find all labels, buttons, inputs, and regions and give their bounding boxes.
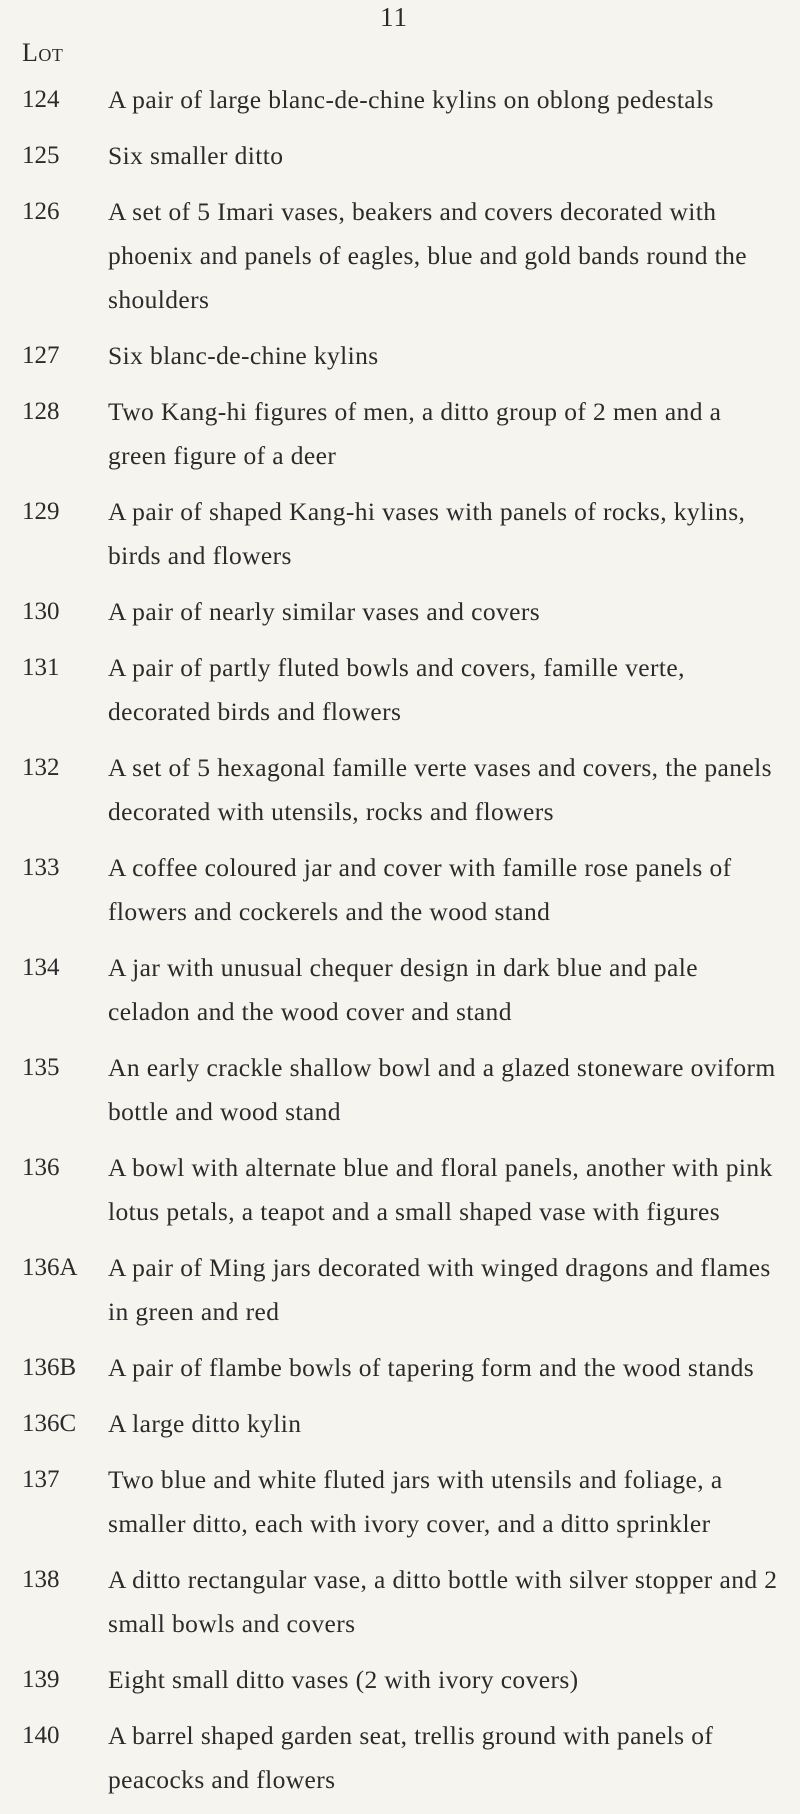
lot-column-header: Lot	[22, 38, 64, 67]
lot-entry	[0, 1146, 800, 1234]
lot-entry	[0, 1658, 800, 1702]
lot-description: A large ditto kylin	[108, 1409, 302, 1438]
lot-entry	[0, 78, 800, 122]
lot-entry	[0, 490, 800, 578]
lot-entry	[0, 1346, 800, 1390]
lot-number: 127	[22, 342, 60, 369]
lot-entry	[0, 746, 800, 834]
lot-description: A pair of large blanc-de-chine kylins on oblong pedestals	[108, 85, 714, 114]
lot-entry	[0, 590, 800, 634]
lot-entry	[0, 946, 800, 1034]
lot-entry	[0, 1458, 800, 1546]
lot-description: An early crackle shallow bowl and a glazed stoneware oviform bottle and wood stand	[108, 1053, 776, 1126]
lot-list	[0, 78, 800, 1814]
lot-description: A pair of partly fluted bowls and covers, famille verte, decorated birds and flowers	[108, 653, 685, 726]
lot-description: A set of 5 Imari vases, beakers and covers decorated with phoenix and panels of eagles, blue and gold bands round the shoulders	[108, 197, 747, 314]
lot-number: 136	[22, 1154, 60, 1181]
page-number: 11	[380, 2, 408, 32]
lot-number: 129	[22, 498, 60, 525]
lot-description: Two Kang-hi figures of men, a ditto group of 2 men and a green figure of a deer	[108, 397, 722, 470]
lot-number: 131	[22, 654, 60, 681]
lot-entry	[0, 334, 800, 378]
lot-description: A pair of Ming jars decorated with winged dragons and flames in green and red	[108, 1253, 771, 1326]
lot-entry	[0, 1714, 800, 1802]
lot-description: A pair of nearly similar vases and covers	[108, 597, 541, 626]
lot-entry	[0, 390, 800, 478]
lot-number: 125	[22, 142, 60, 169]
lot-number: 135	[22, 1054, 60, 1081]
lot-number: 133	[22, 854, 60, 881]
lot-number: 126	[22, 198, 60, 225]
lot-entry	[0, 1558, 800, 1646]
lot-description: A barrel shaped garden seat, trellis ground with panels of peacocks and flowers	[108, 1721, 714, 1794]
lot-number: 134	[22, 954, 60, 981]
lot-description: Two blue and white fluted jars with utensils and foliage, a smaller ditto, each with ivory cover, and a ditto sprinkler	[108, 1465, 723, 1538]
lot-number: 130	[22, 598, 60, 625]
lot-description: A pair of shaped Kang-hi vases with panels of rocks, kylins, birds and flowers	[108, 497, 746, 570]
lot-entry	[0, 1402, 800, 1446]
lot-entry	[0, 846, 800, 934]
lot-entry	[0, 190, 800, 322]
lot-number: 132	[22, 754, 60, 781]
lot-description: A ditto rectangular vase, a ditto bottle with silver stopper and 2 small bowls and covers	[108, 1565, 778, 1638]
lot-description: A jar with unusual chequer design in dark blue and pale celadon and the wood cover and stand	[108, 953, 698, 1026]
lot-number: 136B	[22, 1354, 77, 1381]
lot-entry	[0, 1046, 800, 1134]
lot-description: A pair of flambe bowls of tapering form and the wood stands	[108, 1353, 755, 1382]
lot-number: 138	[22, 1566, 60, 1593]
lot-number: 128	[22, 398, 60, 425]
lot-number: 124	[22, 86, 60, 113]
lot-description: Eight small ditto vases (2 with ivory covers)	[108, 1665, 579, 1694]
lot-number: 136C	[22, 1410, 77, 1437]
lot-description: A bowl with alternate blue and floral panels, another with pink lotus petals, a teapot and a small shaped vase with figures	[108, 1153, 773, 1226]
lot-number: 140	[22, 1722, 60, 1749]
lot-entry	[0, 646, 800, 734]
lot-description: Six blanc-de-chine kylins	[108, 341, 379, 370]
lot-number: 136A	[22, 1254, 78, 1281]
lot-description: A set of 5 hexagonal famille verte vases and covers, the panels decorated with utensils, rocks and flowers	[108, 753, 772, 826]
lot-number: 137	[22, 1466, 60, 1493]
lot-description: Six smaller ditto	[108, 141, 284, 170]
lot-entry	[0, 134, 800, 178]
lot-number: 139	[22, 1666, 60, 1693]
lot-entry	[0, 1246, 800, 1334]
lot-description: A coffee coloured jar and cover with famille rose panels of flowers and cockerels and the wood stand	[108, 853, 732, 926]
